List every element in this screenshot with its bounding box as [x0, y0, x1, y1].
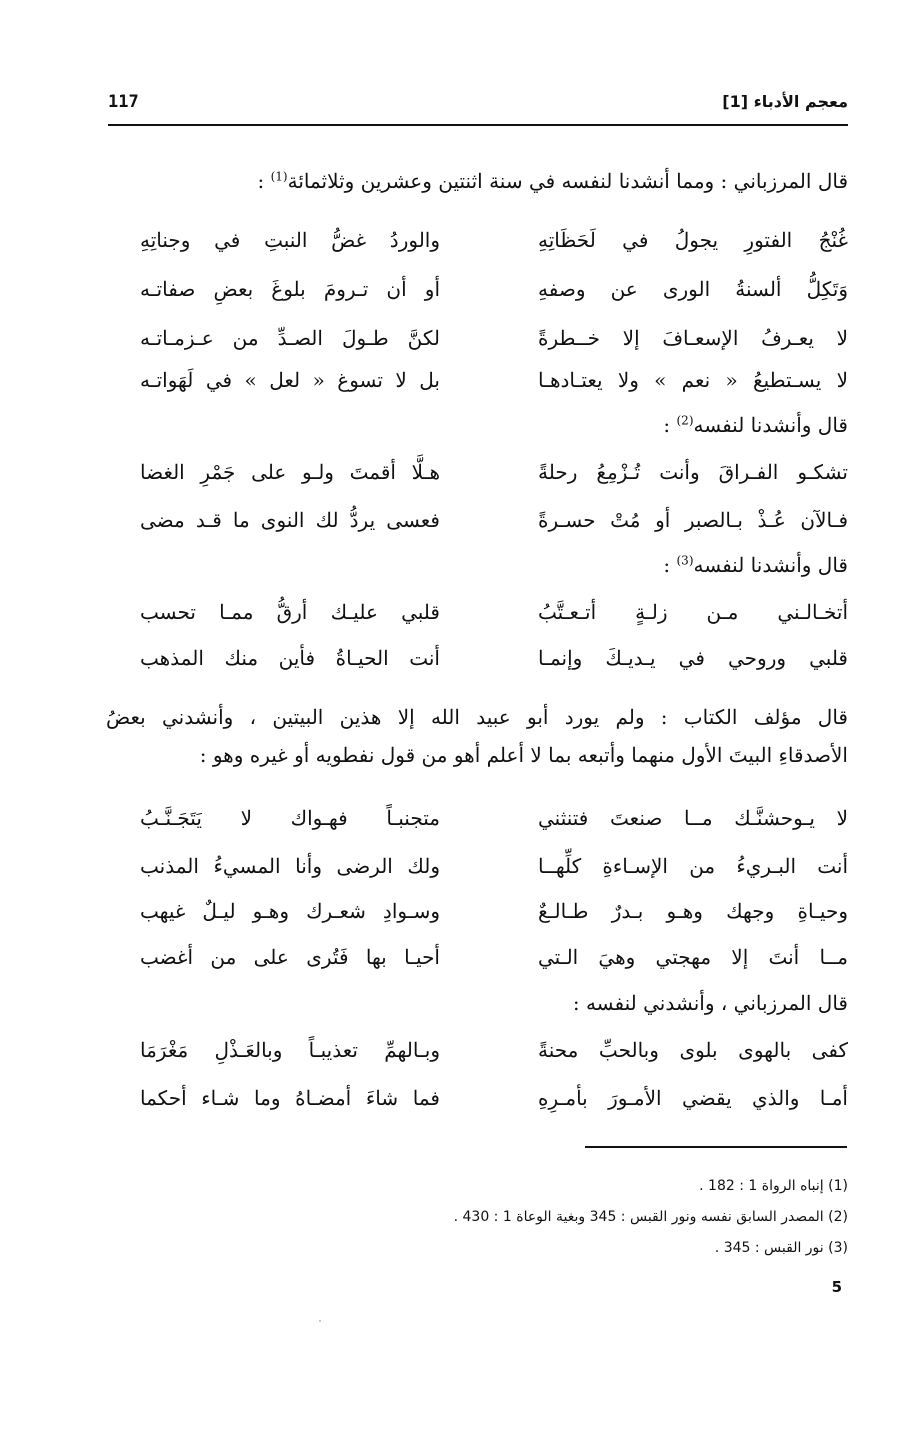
hemistich-second: والوردُ غضُّ النبتِ في وجناتِهِ	[140, 228, 440, 252]
hemistich-second: ولك الرضى وأنا المسيءُ المذنب	[140, 854, 440, 878]
hemistich-first: أمـا والذي يقضي الأمـورَ بأمـرِهِ	[538, 1086, 848, 1110]
intro-colon: :	[257, 169, 271, 193]
verse-1-2	[140, 271, 848, 307]
verse-5-1	[140, 1032, 848, 1068]
intro-line-1	[257, 166, 848, 196]
verse-4-4	[140, 939, 848, 975]
intro-text: قال وأنشدنا لنفسه	[693, 553, 848, 577]
hemistich-first: مــا أنتَ إلا مهجتي وهيَ الـتي	[538, 945, 848, 969]
verse-3-2	[140, 640, 848, 676]
hemistich-first: تشكـو الفـراقَ وأنت تُـزْمِعُ رحلةً	[538, 460, 848, 484]
hemistich-second: فما شاءَ أمضـاهُ وما شـاء أحكما	[140, 1086, 440, 1110]
hemistich-first: لا يـوحشنَّـك مــا صنعتَ فتنثني	[538, 806, 848, 830]
hemistich-second: هـلَّا أقمتَ ولـو على جَمْرِ الغضا	[140, 460, 440, 484]
hemistich-first: وَتَكِلُّ ألسنةُ الورى عن وصفهِ	[538, 277, 848, 301]
footnote-1: (1) إنباه الرواة 1 : 182 .	[699, 1178, 848, 1194]
verse-1-1	[140, 222, 848, 258]
hemistich-second: أو أن تـرومَ بلوغَ بعضِ صفاتـه	[140, 277, 440, 301]
page-number: 117	[108, 92, 139, 112]
intro-colon: :	[663, 413, 677, 437]
verse-1-4	[140, 362, 848, 398]
hemistich-second: لكنَّ طـولَ الصـدِّ من عـزمـاتـه	[140, 326, 440, 350]
intro-line-3	[663, 550, 848, 580]
running-header	[108, 92, 848, 118]
prose-line-1: قال مؤلف الكتاب : ولم يورد أبو عبيد الله إلا هذين البيتين ، وأنشدني بعضُ	[106, 705, 848, 729]
scan-speck	[319, 1320, 321, 1322]
hemistich-second: قلبي عليـك أرقُّ ممـا تحسب	[140, 600, 440, 624]
intro-line-4: قال المرزباني ، وأنشدني لنفسه :	[572, 991, 848, 1015]
book-title: معجم الأدباء [1]	[722, 92, 848, 111]
verse-1-3	[140, 320, 848, 356]
hemistich-second: أنت الحيـاةُ فأين منك المذهب	[140, 646, 440, 670]
verse-4-1	[140, 800, 848, 836]
intro-text: قال المرزباني : ومما أنشدنا لنفسه في سنة اثنتين وعشرين وثلاثمائة	[287, 169, 848, 193]
footnote-ref-2: (2)	[676, 413, 694, 428]
footnote-2: (2) المصدر السابق نفسه ونور القبس : 345 وبغية الوعاة 1 : 430 .	[453, 1209, 848, 1225]
footnote-ref-1: (1)	[270, 169, 288, 184]
intro-text: قال وأنشدنا لنفسه	[693, 413, 848, 437]
verse-3-1	[140, 594, 848, 630]
verse-4-3	[140, 893, 848, 929]
hemistich-second: وسـوادِ شعـرك وهـو ليـلٌ غيهب	[140, 899, 440, 923]
verse-5-2	[140, 1080, 848, 1116]
hemistich-second: وبـالهمِّ تعذيبـاً وبالعَـذْلِ مَغْرَمَا	[140, 1038, 440, 1062]
hemistich-first: فـالآن عُـذْ بـالصبر أو مُتْ حسـرةً	[538, 508, 848, 532]
intro-line-2	[663, 410, 848, 440]
hemistich-first: أتخـالـني مـن زلـةٍ أتـعـتَّبُ	[538, 600, 848, 624]
hemistich-first: وحيـاةِ وجهك وهـو بـدرٌ طـالـعٌ	[538, 899, 848, 923]
hemistich-first: أنت البـريءُ من الإسـاءةِ كلِّهــا	[538, 854, 848, 878]
intro-colon: :	[663, 553, 677, 577]
hemistich-second: متجنبـاً فهـواك لا يَتَجَـنَّـبُ	[140, 806, 440, 830]
verse-2-1	[140, 454, 848, 490]
verse-4-2	[140, 848, 848, 884]
hemistich-first: غُنْجُ الفتورِ يجولُ في لَحَظَاتِهِ	[538, 228, 848, 252]
prose-line-2: الأصدقاءِ البيتَ الأول منهما وأتبعه بما لا أعلم أهو من قول نفطويه أو غيره وهو :	[199, 743, 848, 767]
hemistich-second: فعسى يردُّ لك النوى ما قـد مضى	[140, 508, 440, 532]
hemistich-second: بل لا تسوغ « لعل » في لَهَواتـه	[140, 368, 440, 392]
hemistich-first: لا يعـرفُ الإسعـافَ إلا خــطرةً	[538, 326, 848, 350]
signature-mark: 5	[831, 1278, 842, 1296]
hemistich-second: أحيـا بها فَتُرى على من أغضب	[140, 945, 440, 969]
verse-2-2	[140, 502, 848, 538]
footnote-ref-3: (3)	[676, 553, 694, 568]
footnote-3: (3) نور القبس : 345 .	[714, 1240, 848, 1256]
header-rule	[108, 124, 848, 126]
hemistich-first: كفى بالهوى بلوى وبالحبِّ محنةً	[538, 1038, 848, 1062]
hemistich-first: لا يسـتطيعُ « نعم » ولا يعتـادهـا	[538, 368, 848, 392]
hemistich-first: قلبي وروحي في يـديـكَ وإنمـا	[538, 646, 848, 670]
footnote-rule	[585, 1146, 847, 1148]
